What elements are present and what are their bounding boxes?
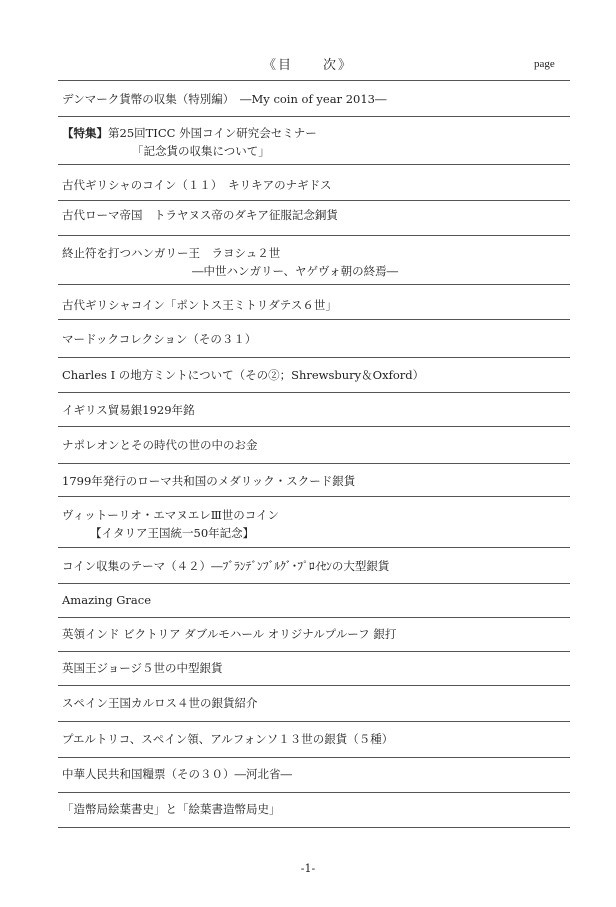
entry-title: デンマーク貨幣の収集（特別編） ―My coin of year 2013― (62, 92, 387, 106)
toc-entry (62, 366, 567, 384)
divider (58, 116, 570, 117)
divider (58, 685, 570, 686)
entry-title: 英国王ジョージ５世の中型銀貨 (62, 661, 223, 675)
divider (58, 164, 570, 165)
entry-title: プエルトリコ、スペイン領、アルフォンソ１３世の銀貨（５種） (62, 732, 394, 746)
toc-entry (62, 296, 567, 314)
toc-title: 《目 次》 (262, 58, 353, 73)
entry-title: 中華人民共和国糧票（その３０）―河北省― (62, 767, 292, 781)
entry-title: 古代ギリシャコイン「ポントス王ミトリダテス６世」 (62, 298, 337, 312)
entry-title: 終止符を打つハンガリー王 ラヨシュ２世 (62, 246, 281, 260)
divider (58, 80, 570, 81)
entry-subtitle: 【イタリア王国統一50年記念】 (90, 526, 255, 540)
toc-entry (62, 124, 567, 160)
divider (58, 757, 570, 758)
divider (58, 547, 570, 548)
entry-title: 古代ギリシャのコイン（１１） キリキアのナギドス (62, 178, 332, 192)
divider (58, 426, 570, 427)
divider (58, 721, 570, 722)
toc-entry (62, 800, 567, 818)
divider (58, 235, 570, 236)
toc-entry (62, 244, 567, 280)
divider (58, 496, 570, 497)
divider (58, 319, 570, 320)
toc-entry (62, 472, 567, 490)
divider (58, 284, 570, 285)
divider (58, 583, 570, 584)
toc-entry (62, 557, 567, 575)
toc-entry (62, 90, 567, 108)
toc-entry (62, 206, 567, 224)
divider (58, 792, 570, 793)
entry-title: 古代ローマ帝国 トラヤヌス帝のダキア征服記念銅貨 (62, 208, 338, 222)
toc-entry (62, 694, 567, 712)
entry-title: ヴィットーリオ・エマヌエレⅢ世のコイン (62, 508, 279, 522)
toc-entry (62, 625, 567, 643)
entry-title: Amazing Grace (62, 593, 152, 607)
page-number: -1- (300, 862, 316, 875)
toc-entry (62, 591, 567, 609)
entry-title: 1799年発行のローマ共和国のメダリック・スクード銀貨 (62, 474, 356, 488)
divider (58, 617, 570, 618)
toc-entry (62, 506, 567, 542)
entry-title: 「造幣局絵葉書史」と「絵葉書造幣局史」 (62, 802, 281, 816)
entry-subtitle: ―中世ハンガリー、ヤゲヴォ朝の終焉― (192, 264, 399, 278)
toc-entry (62, 436, 567, 454)
divider (58, 651, 570, 652)
toc-entry (62, 765, 567, 783)
entry-title: ナポレオンとその時代の世の中のお金 (62, 438, 258, 452)
toc-entry (62, 330, 567, 348)
entry-title: 英領インド ビクトリア ダブルモハール オリジナルプルーフ 銀打 (62, 627, 397, 641)
entry-title: コイン収集のテーマ（４２）―ﾌﾞﾗﾝﾃﾞﾝﾌﾞﾙｸﾞ･ﾌﾟﾛｲｾﾝの大型銀貨 (62, 559, 390, 573)
divider (58, 463, 570, 464)
entry-title: 第25回TICC 外国コイン研究会セミナー (108, 126, 317, 140)
page-column-label: page (534, 58, 555, 70)
feature-tag: 【特集】 (62, 126, 108, 140)
toc-entry (62, 730, 567, 748)
divider (58, 357, 570, 358)
divider (58, 392, 570, 393)
divider (58, 200, 570, 201)
entry-title: マードックコレクション（その３１） (62, 332, 257, 346)
toc-entry (62, 659, 567, 677)
entry-title: Charles I の地方ミントについて（その②；Shrewsbury＆Oxford） (62, 368, 425, 382)
entry-subtitle: 「記念貨の収集について」 (132, 144, 270, 158)
entry-title: スペイン王国カルロス４世の銀貨紹介 (62, 696, 258, 710)
entry-title: イギリス貿易銀1929年銘 (62, 403, 195, 417)
toc-entry (62, 401, 567, 419)
toc-entry (62, 176, 567, 194)
divider (58, 827, 570, 828)
